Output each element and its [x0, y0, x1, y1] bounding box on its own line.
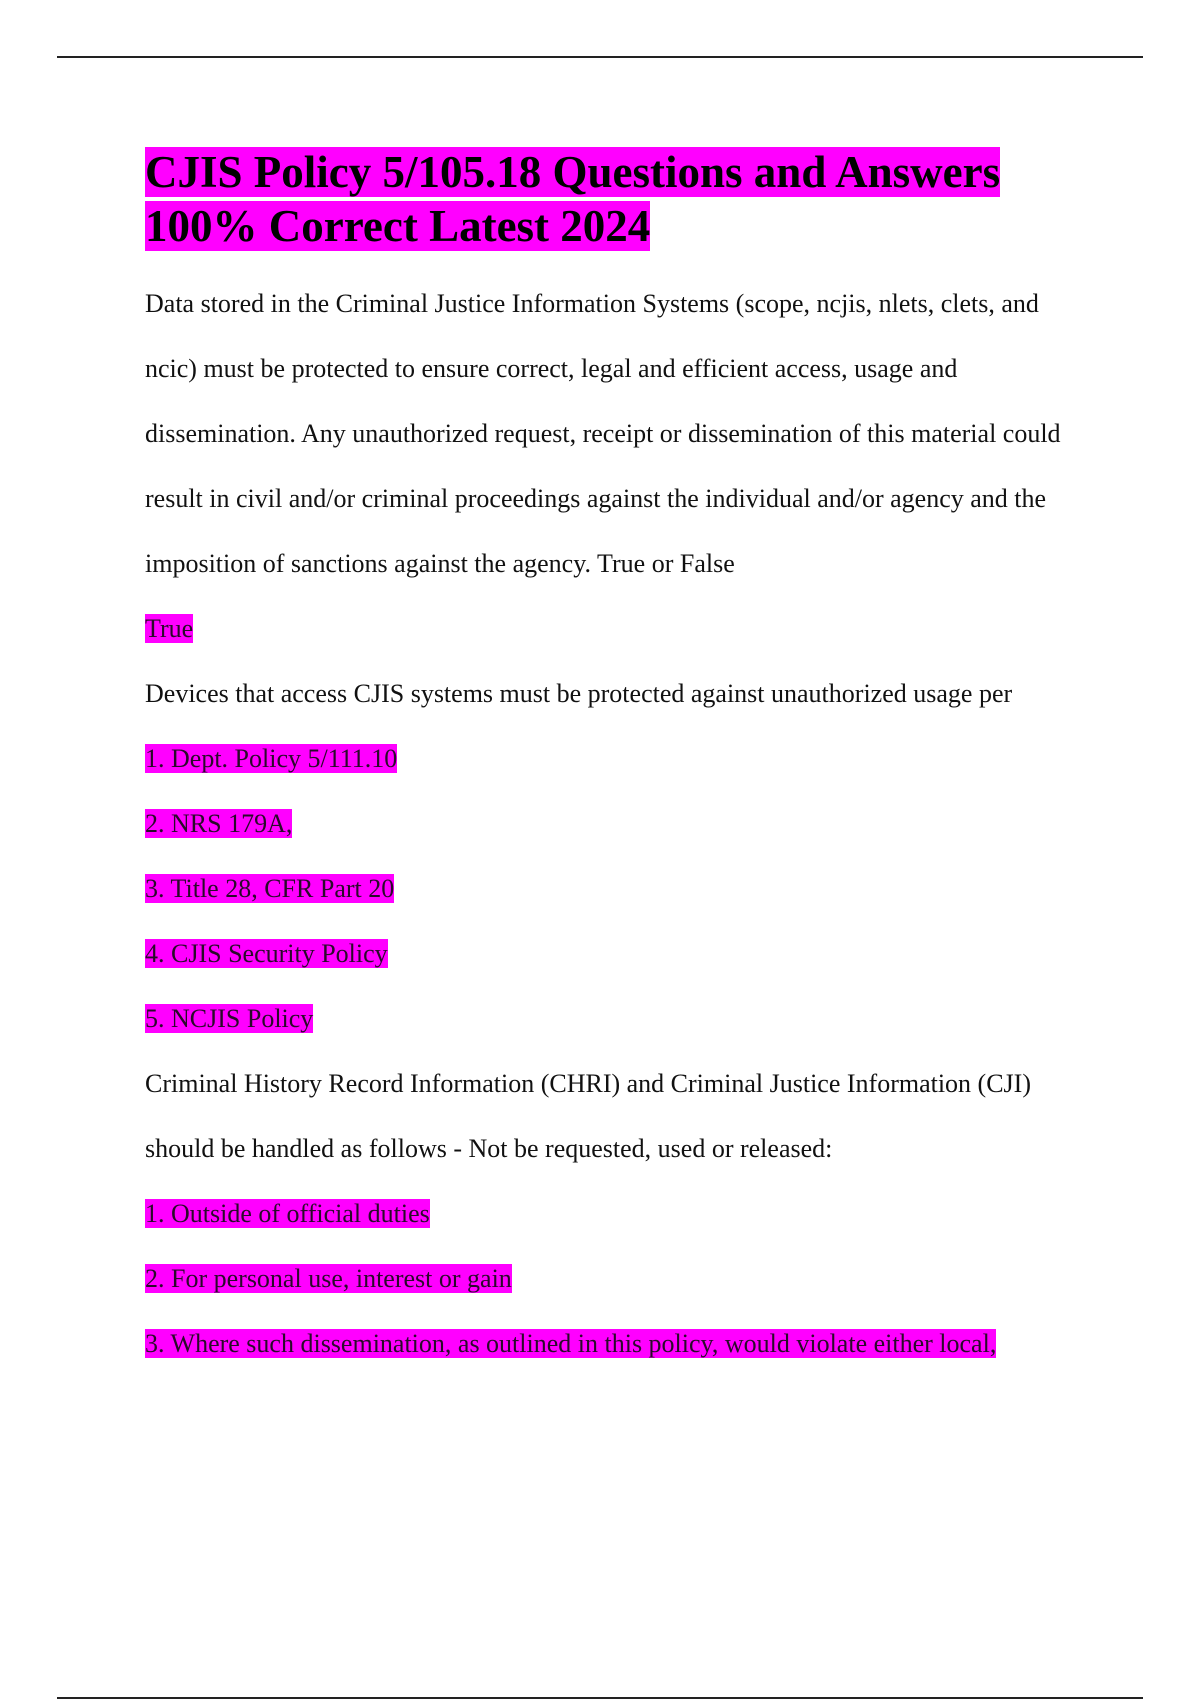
- answer-3-item-2: [145, 1246, 1095, 1311]
- bottom-rule: [57, 1697, 1143, 1699]
- answer-highlight: True: [145, 614, 194, 643]
- answer-2-item-4: [145, 921, 1095, 986]
- answer-highlight: 1. Dept. Policy 5/111.10: [145, 744, 398, 773]
- top-rule: [57, 56, 1143, 58]
- answer-1: [145, 596, 1095, 661]
- question-3: Criminal History Record Information (CHRI) and Criminal Justice Information (CJI) should be handled as follows - Not be requested, used or released:: [145, 1069, 1031, 1163]
- answer-2-item-1: [145, 726, 1095, 791]
- answer-3-item-1: [145, 1181, 1095, 1246]
- answer-highlight: 4. CJIS Security Policy: [145, 939, 388, 968]
- answer-highlight: 5. NCJIS Policy: [145, 1004, 314, 1033]
- question-1: Data stored in the Criminal Justice Information Systems (scope, ncjis, nlets, clets, and ncic) must be protected to ensure correct, legal and efficient access, usage and dissemination. Any unauthorized request, receipt or dissemination of this material could result in civil and/or criminal proceedings against the individual and/or agency and the imposition of sanctions against the agency. True or False: [145, 289, 1061, 578]
- document-title: [145, 145, 1095, 253]
- question-2: Devices that access CJIS systems must be protected against unauthorized usage per: [145, 679, 1013, 708]
- answer-highlight: 3. Where such dissemination, as outlined in this policy, would violate either local,: [145, 1329, 997, 1358]
- document-body: [145, 145, 1095, 1376]
- answer-2-item-2: [145, 791, 1095, 856]
- answer-highlight: 2. NRS 179A,: [145, 809, 293, 838]
- answer-2-item-3: [145, 856, 1095, 921]
- answer-3-item-3: [145, 1311, 1095, 1376]
- answer-highlight: 1. Outside of official duties: [145, 1199, 430, 1228]
- title-highlight: CJIS Policy 5/105.18 Questions and Answers 100% Correct Latest 2024: [145, 147, 1001, 251]
- answer-highlight: 2. For personal use, interest or gain: [145, 1264, 512, 1293]
- answer-2-item-5: [145, 986, 1095, 1051]
- answer-highlight: 3. Title 28, CFR Part 20: [145, 874, 395, 903]
